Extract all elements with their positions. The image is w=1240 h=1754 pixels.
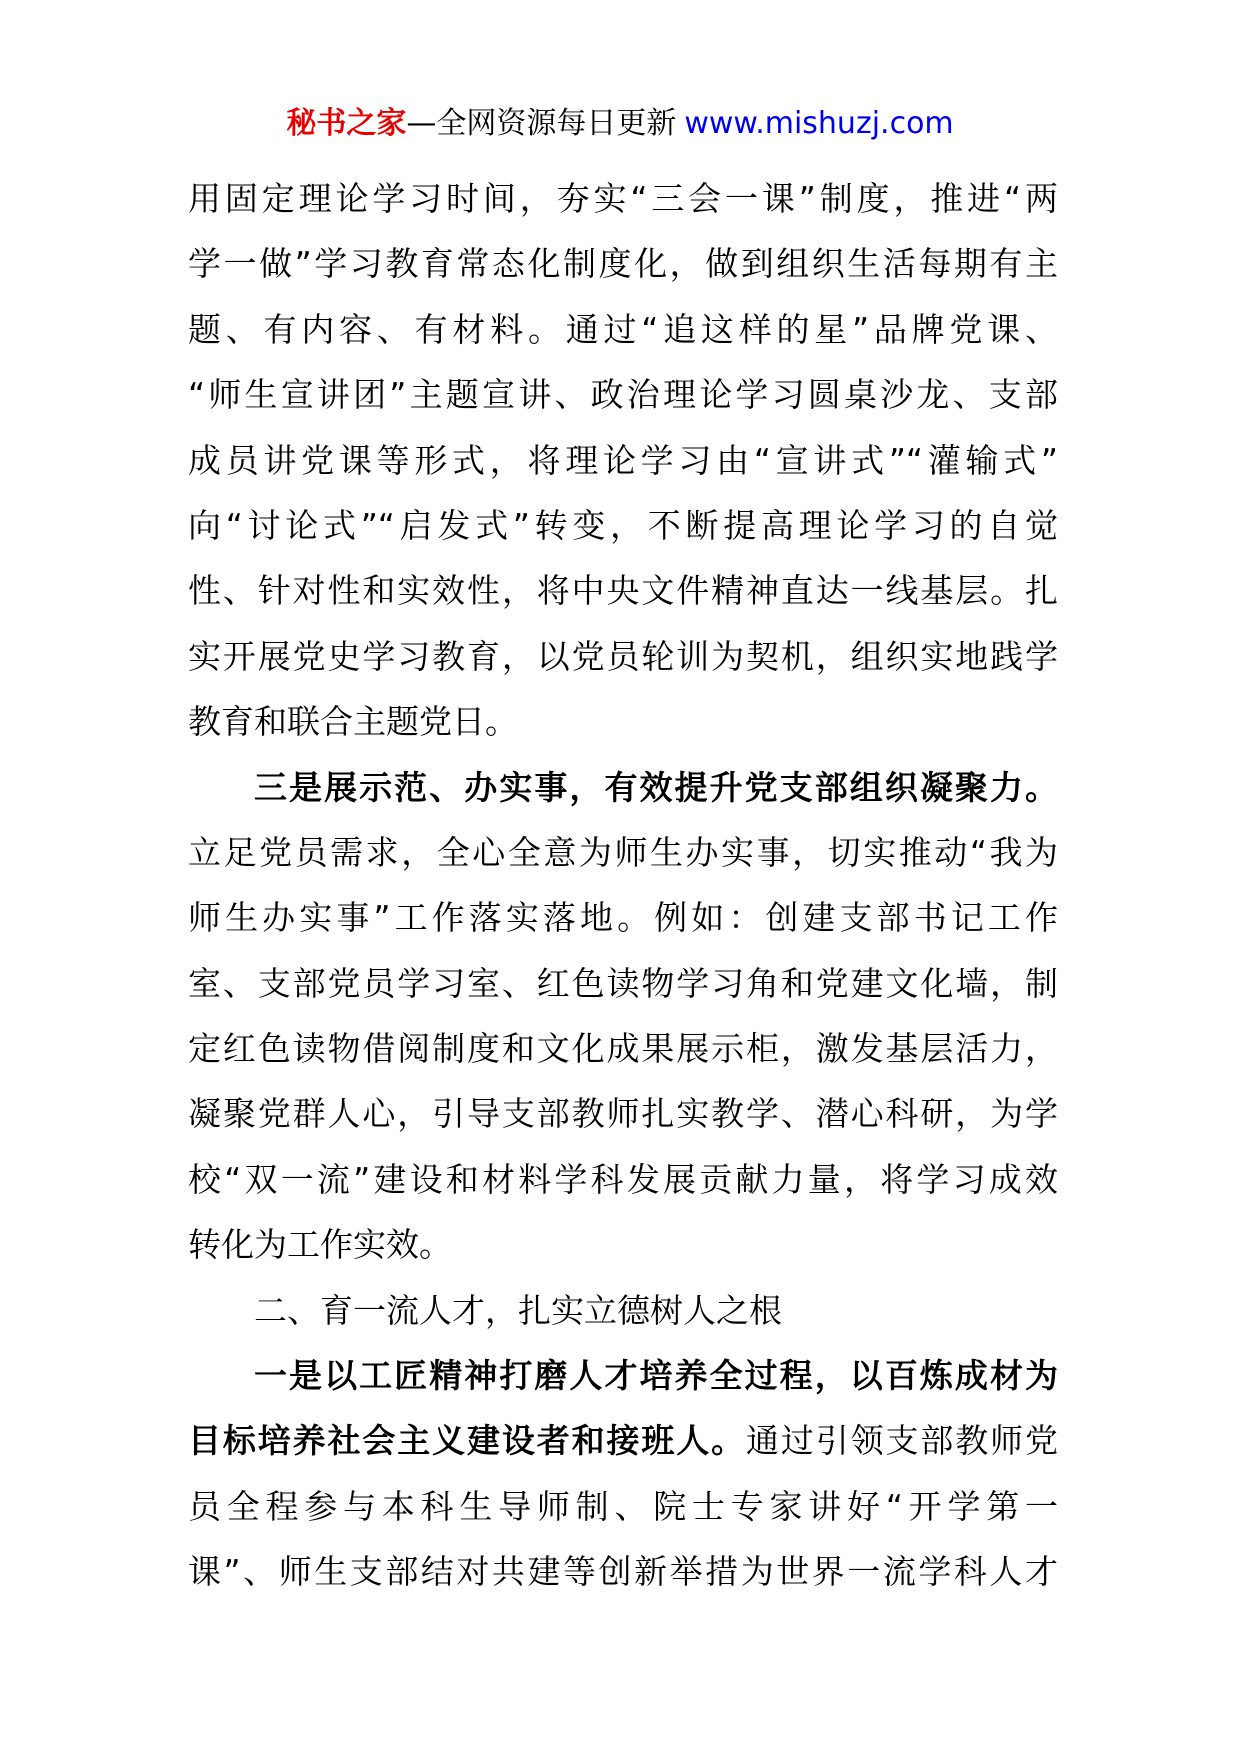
text-line (188, 1408, 1058, 1473)
text-line: 师生办实事”工作落实落地。例如：创建支部书记工作 (188, 898, 1058, 938)
paragraph-1 (188, 166, 1058, 755)
text-line: 教育和联合主题党日。 (188, 702, 518, 742)
text-line: 向“讨论式”“启发式”转变，不断提高理论学习的自觉 (188, 505, 1058, 545)
site-brand: 秘书之家 (286, 106, 407, 141)
text-line: 实开展党史学习教育，以党员轮训为契机，组织实地践学 (188, 636, 1058, 676)
text-line: 成员讲党课等形式，将理论学习由“宣讲式”“灌输式” (188, 440, 1058, 480)
paragraph-3 (188, 1343, 1058, 1605)
paragraph-2 (188, 755, 1058, 1278)
text-line: 性、针对性和实效性，将中央文件精神直达一线基层。扎 (188, 571, 1058, 611)
text-line: 员全程参与本科生导师制、院士专家讲好“开学第一 (188, 1486, 1058, 1526)
site-tagline: —全网资源每日更新 (406, 106, 677, 141)
text-line: “师生宣讲团”主题宣讲、政治理论学习圆桌沙龙、支部 (188, 375, 1058, 415)
paragraph-heading: 三是展示范、办实事，有效提升党支部组织凝聚力。 (254, 767, 1058, 807)
text-line: 室、支部党员学习室、红色读物学习角和党建文化墙，制 (188, 963, 1058, 1003)
text-line: 转化为工作实效。 (188, 1225, 452, 1265)
document-body (188, 166, 1058, 1605)
paragraph-heading: 目标培养社会主义建设者和接班人。 (188, 1421, 746, 1461)
text-line: 立足党员需求，全心全意为师生办实事，切实推动“我为 (188, 832, 1058, 872)
paragraph-heading: 一是以工匠精神打磨人才培养全过程，以百炼成材为 (254, 1356, 1058, 1396)
text-line: 课”、师生支部结对共建等创新举措为世界一流学科人才 (188, 1552, 1058, 1592)
text-span: 通过引领支部教师党 (746, 1421, 1058, 1461)
text-line: 学一做”学习教育常态化制度化，做到组织生活每期有主 (188, 244, 1058, 284)
text-line: 题、有内容、有材料。通过“追这样的星”品牌党课、 (188, 309, 1058, 349)
text-line: 定红色读物借阅制度和文化成果展示柜，激发基层活力， (188, 1029, 1058, 1069)
section-title: 二、育一流人才，扎实立德树人之根 (254, 1290, 782, 1330)
text-line: 校“双一流”建设和材料学科发展贡献力量，将学习成效 (188, 1159, 1058, 1199)
text-line: 用固定理论学习时间，夯实“三会一课”制度，推进“两 (188, 179, 1058, 218)
site-header (0, 100, 1240, 148)
site-url-link[interactable]: www.mishuzj.com (684, 106, 954, 141)
text-line: 凝聚党群人心，引导支部教师扎实教学、潜心科研，为学 (188, 1094, 1058, 1134)
